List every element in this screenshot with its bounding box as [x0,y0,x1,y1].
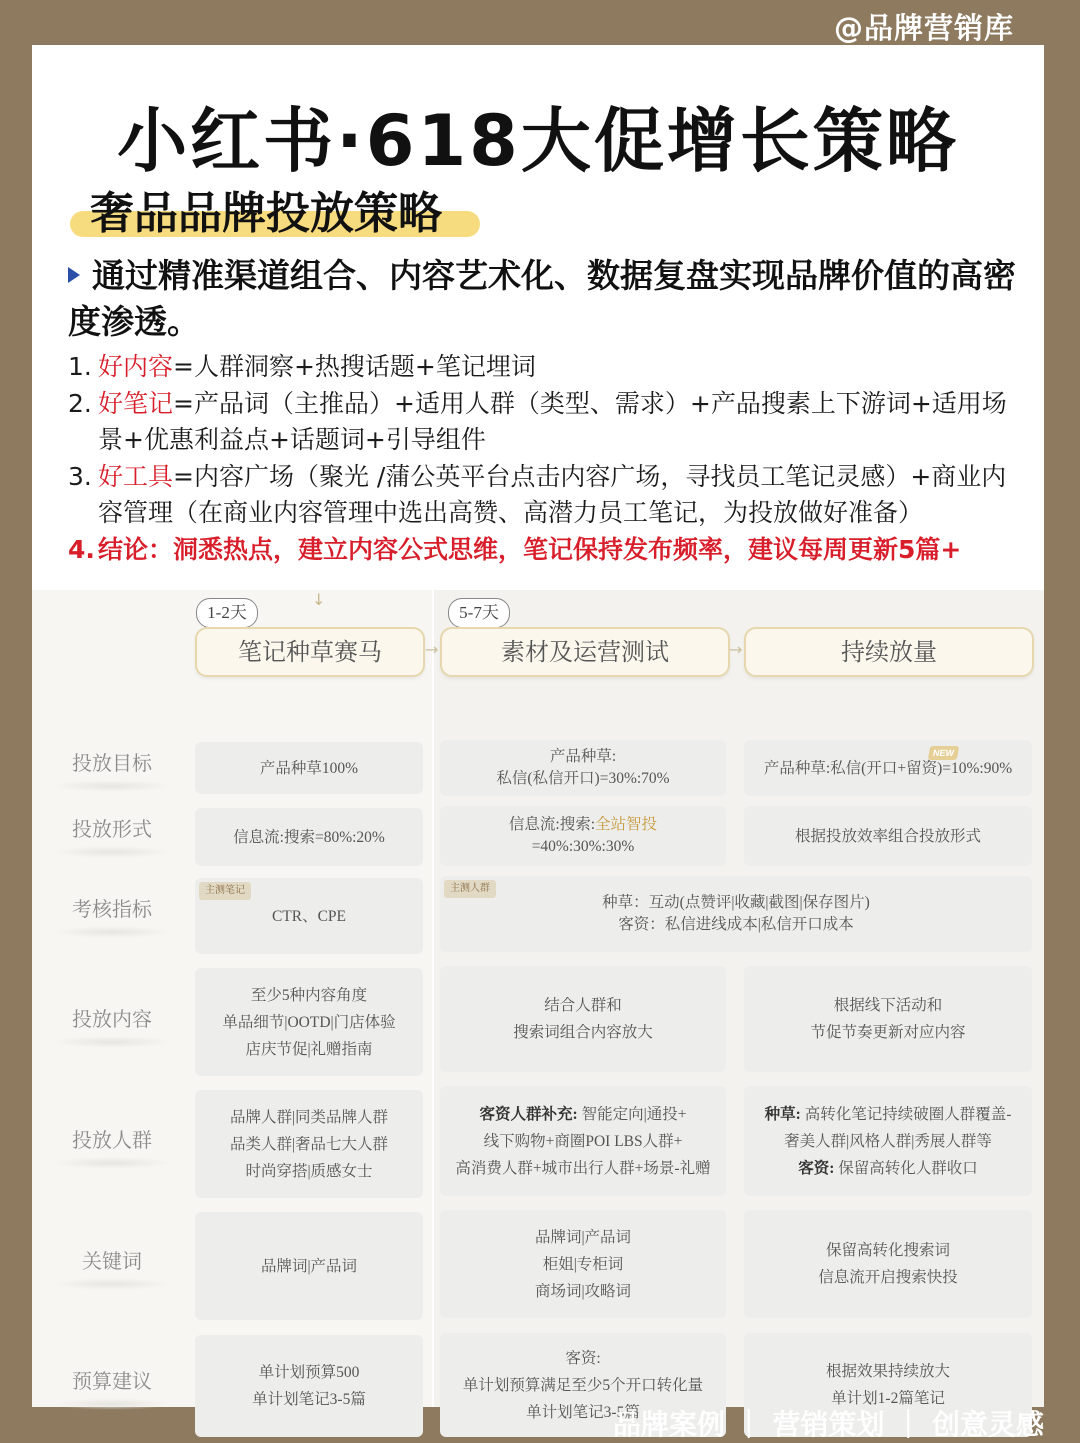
point-keyword: 好工具 [98,461,174,491]
point-keyword: 好笔记 [98,388,174,418]
phase-duration-tag: 5-7天 [448,598,510,628]
point-number: 3. [68,461,92,491]
table-cell: 至少5种内容角度 单品细节|OOTD|门店体验 店庆节促|礼赠指南 [195,968,423,1076]
phase-duration-tag: 1-2天 [196,598,258,628]
table-cell: 主测笔记 CTR、CPE [195,878,423,954]
key-points-list [68,349,1028,568]
phase-header: 笔记种草赛马 [195,627,425,677]
table-cell: 主测人群 种草：互动(点赞评|收藏|截图|保存图片) 客资：私信进线成本|私信开口成本 [440,876,1032,952]
table-cell: 品牌词|产品词 [195,1212,423,1320]
table-cell: 客资: 单计划预算满足至少5个开口转化量 单计划笔记3-5篇 [440,1333,726,1437]
table-cell: NEW 产品种草:私信(开口+留资)=10%:90% [744,740,1032,796]
strategy-table [32,590,1044,1421]
table-cell: 单计划预算500 单计划笔记3-5篇 [195,1335,423,1437]
conclusion-item [68,532,1028,569]
point-keyword: 好内容 [98,352,174,381]
table-cell: 客资人群补充: 智能定向|通投+ 线下购物+商圈POI LBS人群+ 高消费人群+城市出行人群+场景-礼赠 [440,1086,726,1196]
table-cell: 信息流:搜索=80%:20% [195,808,423,866]
list-item [68,386,1028,459]
table-cell: 品牌人群|同类品牌人群 品类人群|奢品七大人群 时尚穿搭|质感女士 [195,1090,423,1198]
phase-header: 素材及运营测试 [440,627,730,677]
watermark-handle: @品牌营销库 [833,11,1014,45]
table-cell: 结合人群和 搜索词组合内容放大 [440,966,726,1072]
row-label: 考核指标 [52,893,172,938]
point-number: 2. [68,388,92,418]
table-cell: 根据效果持续放大 单计划1-2篇笔记 [744,1333,1032,1437]
table-cell: 产品种草100% [195,742,423,794]
footer-tagline: 品牌案例 ｜ 营销策划 ｜ 创意灵感 [613,1408,1044,1441]
arrow-right-icon: → [729,640,743,659]
table-cell: 种草: 高转化笔记持续破圈人群覆盖- 奢美人群|风格人群|秀展人群等 客资: 保留高转化人群收口 [744,1086,1032,1196]
table-cell: 产品种草: 私信(私信开口)=30%:70% [440,740,726,796]
table-cell: 信息流:搜索:全站智投 =40%:30%:30% [440,806,726,866]
lead-text: 通过精准渠道组合、内容艺术化、数据复盘实现品牌价值的高密度渗透。 [68,256,1016,341]
table-cell: 根据线下活动和 节促节奏更新对应内容 [744,966,1032,1072]
subtitle: 奢品品牌投放策略 [90,188,442,239]
mini-tag: 主测人群 [444,880,496,898]
table-cell: 保留高转化搜索词 信息流开启搜索快投 [744,1210,1032,1318]
point-text: 结论：洞悉热点，建立内容公式思维，笔记保持发布频率，建议每周更新5篇+ [98,534,962,564]
phase-header: 持续放量 [744,627,1034,677]
triangle-bullet-icon [68,267,80,283]
row-label: 投放形式 [52,813,172,858]
lead-statement [68,253,1028,345]
point-text: =产品词（主推品）+适用人群（类型、需求）+产品搜素上下游词+适用场景+优惠利益点+话题词+引导组件 [98,388,1007,454]
table-cell: 根据投放效率组合投放形式 [744,806,1032,866]
subtitle-block [70,185,442,243]
row-label: 投放目标 [52,747,172,792]
point-number: 4. [68,534,95,564]
column-divider [432,590,434,1407]
point-text: =人群洞察+热搜话题+笔记埋词 [173,352,536,381]
list-item [68,459,1028,532]
mini-tag: 主测笔记 [199,882,251,900]
row-label: 关键词 [52,1245,172,1290]
down-arrow-icon: ↓ [312,590,326,609]
point-text: =内容广场（聚光 /蒲公英平台点击内容广场，寻找员工笔记灵感）+商业内容管理（在商业内容管理中选出高赞、高潜力员工笔记，为投放做好准备） [98,461,1007,527]
list-item [68,349,1028,386]
content-card [32,45,1044,1421]
table-cell: 品牌词|产品词 柜姐|专柜词 商场词|攻略词 [440,1210,726,1318]
page-title: 小红书·618大促增长策略 [117,100,959,182]
row-label: 投放人群 [52,1124,172,1169]
arrow-right-icon: → [425,640,439,659]
row-label: 投放内容 [52,1003,172,1048]
point-number: 1. [68,352,92,381]
row-label: 预算建议 [52,1365,172,1410]
new-badge: NEW [928,746,959,760]
